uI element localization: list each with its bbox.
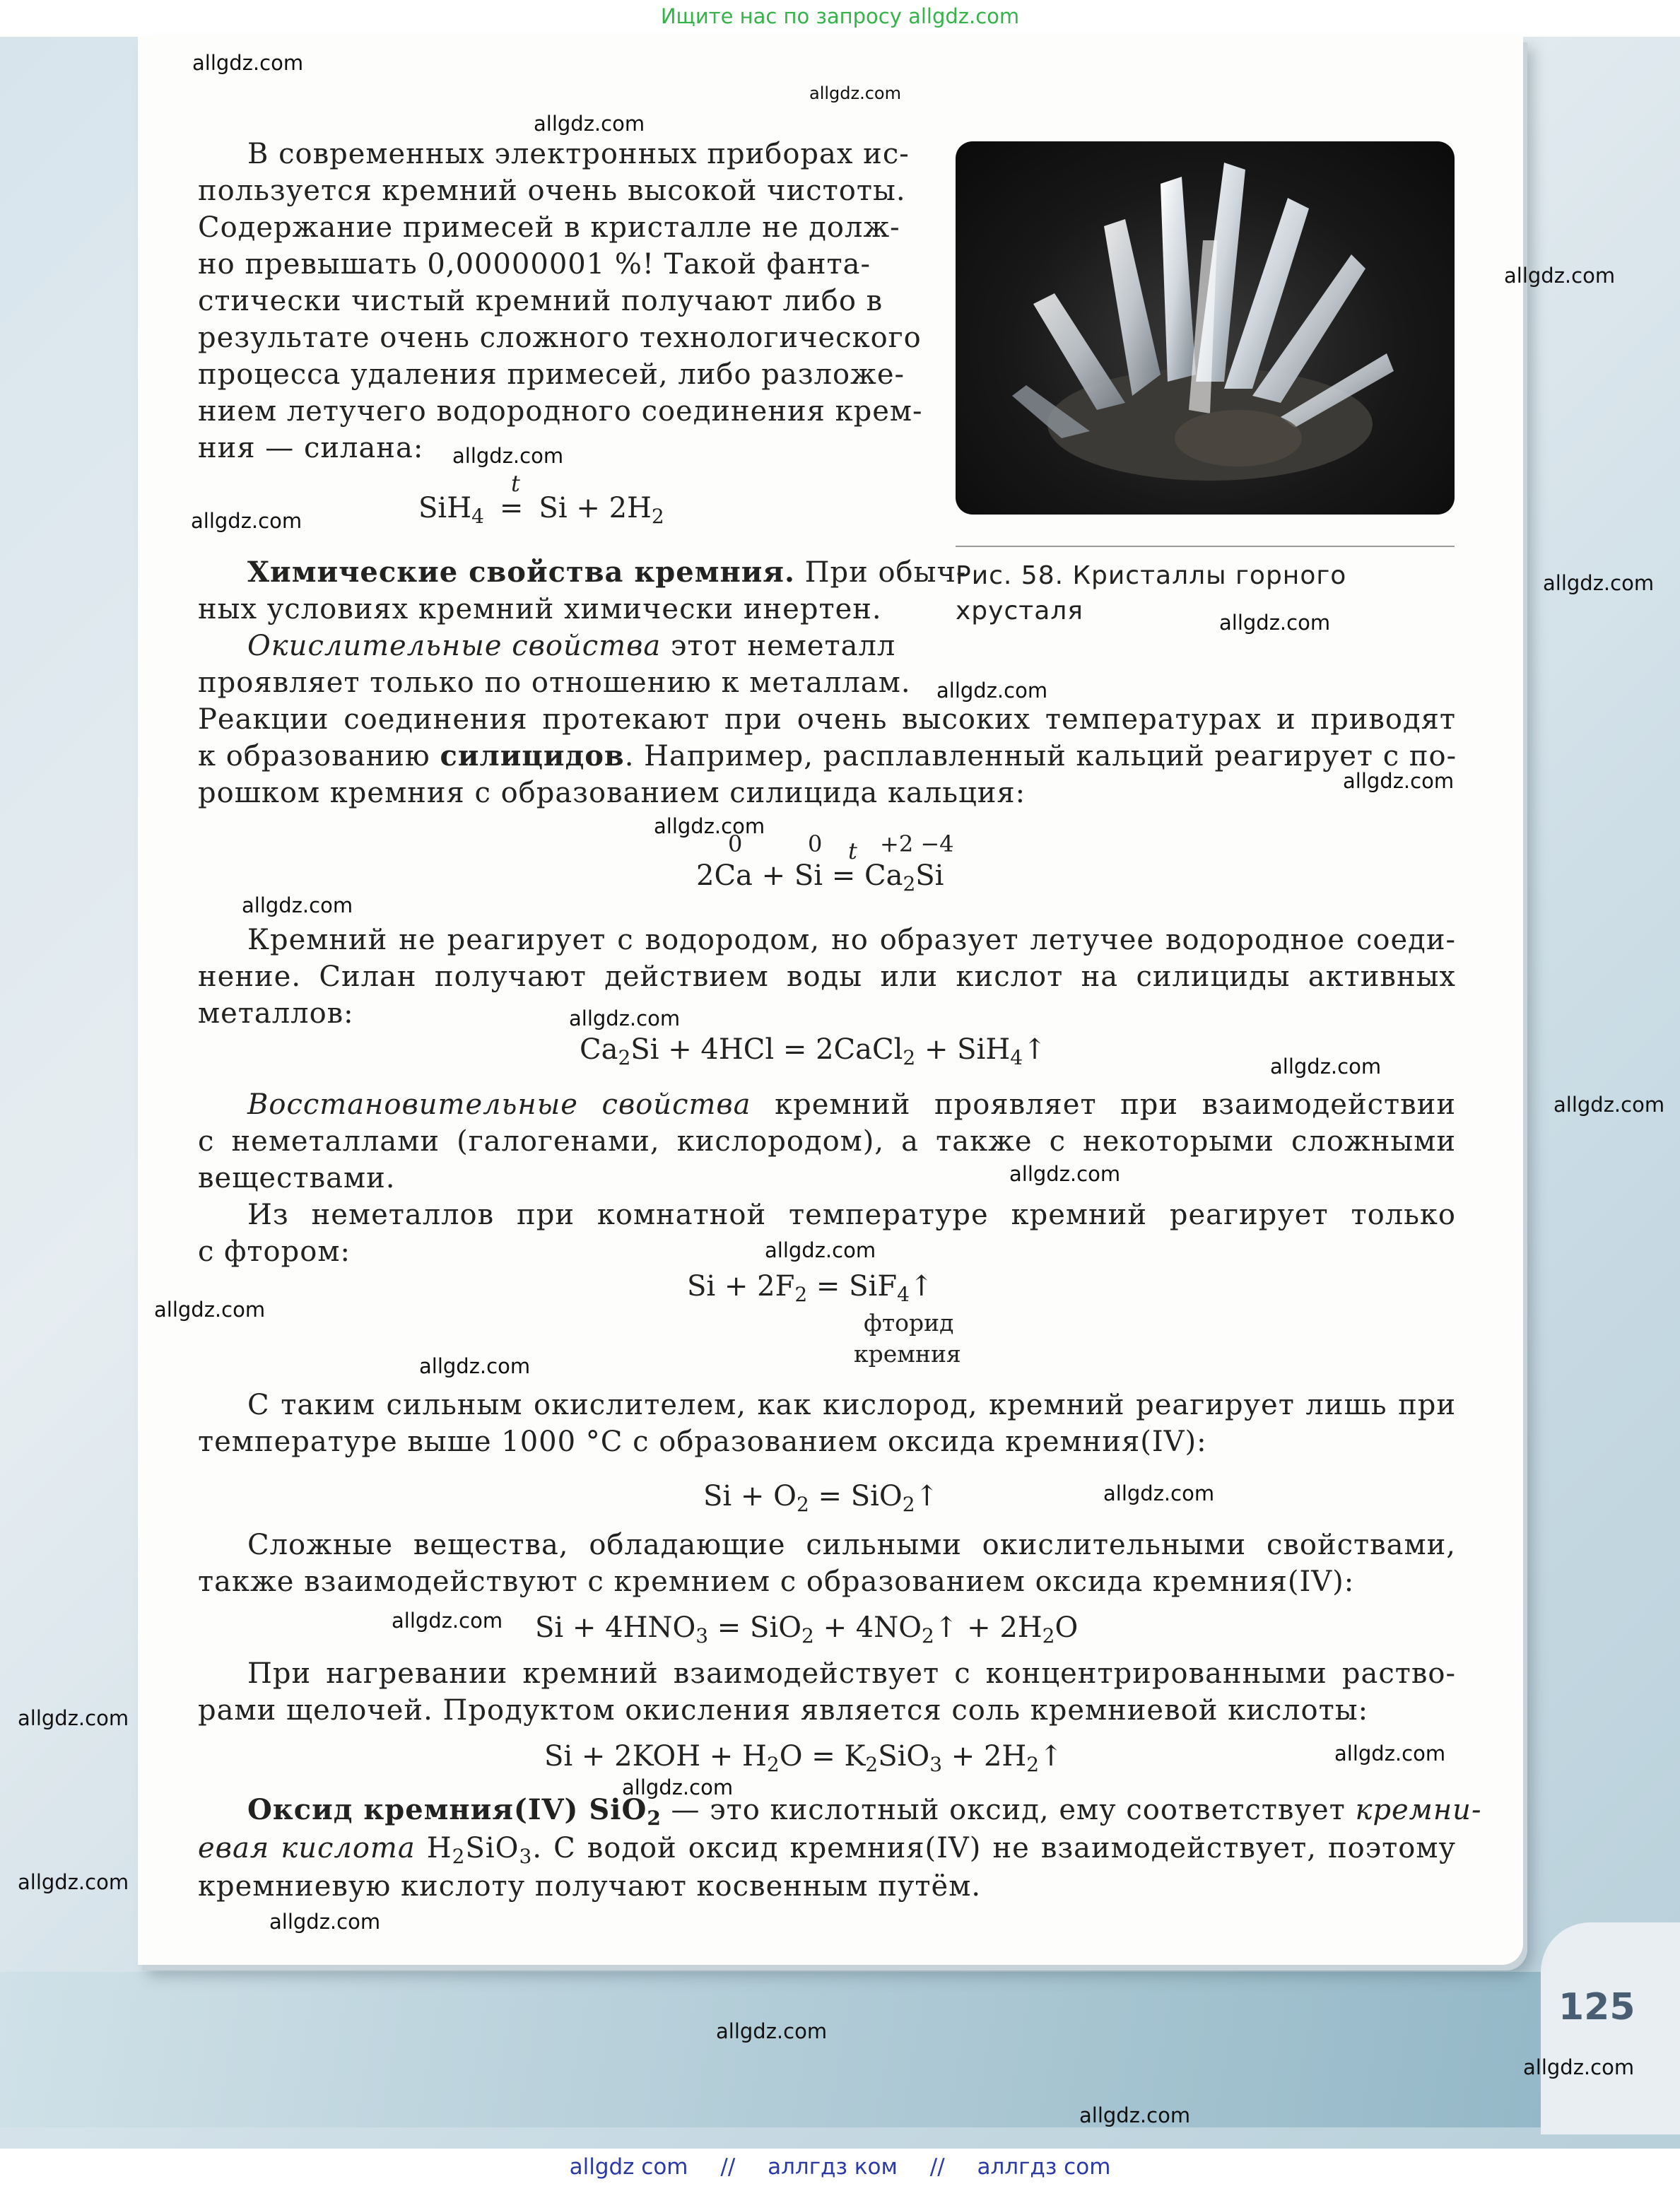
p9-line-1: При нагревании кремний взаимодействует с концентрированными раство- xyxy=(247,1657,1456,1690)
footer-link-1[interactable]: allgdz com xyxy=(569,2154,688,2180)
watermark[interactable]: allgdz.com xyxy=(1334,1741,1446,1766)
watermark[interactable]: allgdz.com xyxy=(1009,1162,1121,1186)
equation-calcium-silicide: $2Ca + Si = Ca_2Si$ xyxy=(696,859,944,895)
eq2-ox-product: +2 −4 xyxy=(880,830,954,857)
p7-line-1: С таким сильным окислителем, как кислород, кремний реагирует лишь при xyxy=(247,1389,1456,1421)
p3-line-4: к образованию силицидов. Например, расплавленный кальций реагирует с по- xyxy=(198,739,1457,773)
p10-line-2: евая кислота $H_2SiO_3$. С водой оксид кремния(IV) не взаимодействует, поэтому xyxy=(198,1832,1456,1868)
eq2-ox-ca: 0 xyxy=(728,830,743,857)
eq4-product-label-1: фторид xyxy=(864,1309,954,1337)
watermark[interactable]: allgdz.com xyxy=(242,893,353,917)
p6-line-2: с фтором: xyxy=(198,1235,351,1268)
watermark[interactable]: allgdz.com xyxy=(419,1354,531,1378)
p6-line-1: Из неметаллов при комнатной температуре кремний реагирует только xyxy=(247,1199,1456,1231)
footer-separator: // xyxy=(720,2154,736,2180)
equation-silicon-alkali: $Si + 2KOH + H_2O = K_2SiO_3$ + $2H_2↑$ xyxy=(544,1740,1063,1776)
background-tab xyxy=(1541,1922,1680,2134)
eq4-product-label-2: кремния xyxy=(854,1340,961,1368)
p1-line-9: ния — силана: xyxy=(198,432,424,464)
watermark[interactable]: allgdz.com xyxy=(716,2019,828,2043)
search-hint-link[interactable]: Ищите нас по запросу allgdz.com xyxy=(660,4,1020,28)
watermark[interactable]: allgdz.com xyxy=(1504,264,1616,288)
p4-line-3: металлов: xyxy=(198,997,354,1030)
watermark[interactable]: allgdz.com xyxy=(269,1910,381,1934)
watermark[interactable]: allgdz.com xyxy=(452,444,564,468)
watermark[interactable]: allgdz.com xyxy=(1523,2055,1635,2079)
caption-divider xyxy=(956,546,1455,547)
background-shape xyxy=(0,1972,1680,2127)
p8-line-2: также взаимодействуют с кремнием с образованием оксида кремния(IV): xyxy=(198,1566,1355,1598)
footer-link-2[interactable]: аллгдз ком xyxy=(768,2154,898,2180)
watermark[interactable]: allgdz.com xyxy=(809,83,901,103)
p3-line-3: Реакции соединения протекают при очень высоких температурах и приводят xyxy=(198,703,1456,736)
p3-line-5: рошком кремния с образованием силицида кальция: xyxy=(198,777,1026,809)
watermark[interactable]: allgdz.com xyxy=(1270,1055,1382,1079)
watermark[interactable]: allgdz.com xyxy=(654,814,765,838)
watermark[interactable]: allgdz.com xyxy=(1219,611,1331,635)
watermark[interactable]: allgdz.com xyxy=(192,51,304,75)
footer-links xyxy=(0,2154,1680,2180)
equation-silicon-nitric-acid: $Si + 4HNO_3 = SiO_2$ + $4NO_2↑ + 2H_2O$ xyxy=(535,1611,1079,1647)
p5-line-2: с неметаллами (галогенами, кислородом), а также с некоторыми сложными xyxy=(198,1125,1456,1158)
eq1-condition: t xyxy=(511,470,520,497)
watermark[interactable]: allgdz.com xyxy=(622,1775,734,1799)
caption-line-1: Рис. 58. Кристаллы горного xyxy=(956,561,1347,590)
eq2-condition: t xyxy=(848,838,857,864)
p3-line-1: Окислительные свойства этот неметалл xyxy=(247,630,896,662)
p3-line-2: проявляет только по отношению к металлам. xyxy=(198,666,911,699)
watermark[interactable]: allgdz.com xyxy=(392,1609,503,1633)
p1-line-4: но превышать 0,00000001 %! Такой фанта- xyxy=(198,248,871,281)
caption-line-2: хрусталя xyxy=(956,597,1083,625)
p5-line-1: Восстановительные свойства кремний проявляет при взаимодействии xyxy=(247,1088,1456,1121)
crystal-photo xyxy=(956,141,1455,515)
watermark[interactable]: allgdz.com xyxy=(765,1238,876,1262)
equation-silane-from-silicide: $Ca_2Si + 4HCl$ = 2CaCl$_2$ + SiH$_4$↑ xyxy=(580,1033,1047,1069)
watermark[interactable]: allgdz.com xyxy=(18,1706,129,1730)
watermark[interactable]: allgdz.com xyxy=(1343,769,1455,793)
p2-line-2: ных условиях кремний химически инертен. xyxy=(198,593,882,625)
p2-line-1: Химические свойства кремния. При обыч- xyxy=(247,556,967,589)
watermark[interactable]: allgdz.com xyxy=(936,679,1048,703)
watermark[interactable]: allgdz.com xyxy=(1553,1093,1665,1117)
p10-line-1: Оксид кремния(IV) SiO$_2$ — это кислотный оксид, ему соответствует кремни- xyxy=(247,1793,1482,1830)
p8-line-1: Сложные вещества, обладающие сильными окислительными свойствами, xyxy=(247,1529,1456,1561)
p4-line-1: Кремний не реагирует с водородом, но образует летучее водородное соеди- xyxy=(247,924,1456,956)
p1-line-3: Содержание примесей в кристалле не долж- xyxy=(198,211,900,244)
footer-separator: // xyxy=(929,2154,945,2180)
p1-line-5: стически чистый кремний получают либо в xyxy=(198,285,883,317)
watermark[interactable]: allgdz.com xyxy=(569,1006,681,1030)
equation-silicon-oxygen: $Si + O_2$ = SiO$_2$↑ xyxy=(703,1480,939,1516)
p10-line-3: кремниевую кислоту получают косвенным путём. xyxy=(198,1870,982,1903)
quartz-crystal-illustration xyxy=(956,141,1455,515)
watermark[interactable]: allgdz.com xyxy=(18,1870,129,1894)
p7-line-2: температуре выше 1000 °C с образованием оксида кремния(IV): xyxy=(198,1426,1207,1458)
equation-silicon-fluorine: $Si + 2F_2$ = SiF$_4$↑ xyxy=(687,1270,934,1306)
watermark[interactable]: allgdz.com xyxy=(154,1298,266,1322)
equation-silane-decomposition: $SiH_4 = Si + 2H_2$ xyxy=(418,492,664,528)
watermark[interactable]: allgdz.com xyxy=(1543,571,1655,595)
watermark[interactable]: allgdz.com xyxy=(1079,2103,1191,2127)
watermark[interactable]: allgdz.com xyxy=(534,112,645,136)
p1-line-1: В современных электронных приборах ис- xyxy=(247,138,910,170)
eq2-ox-si: 0 xyxy=(808,830,823,857)
p4-line-2: нение. Силан получают действием воды или кислот на силициды активных xyxy=(198,961,1456,993)
page-number: 125 xyxy=(1558,1986,1635,2028)
p9-line-2: рами щелочей. Продуктом окисления является соль кремниевой кислоты: xyxy=(198,1694,1369,1727)
p1-line-6: результате очень сложного технологического xyxy=(198,322,922,354)
watermark[interactable]: allgdz.com xyxy=(1103,1481,1215,1505)
watermark[interactable]: allgdz.com xyxy=(191,509,302,533)
footer-link-3[interactable]: аллгдз com xyxy=(977,2154,1111,2180)
p1-line-2: пользуется кремний очень высокой чистоты. xyxy=(198,175,906,207)
p5-line-3: веществами. xyxy=(198,1162,396,1194)
p1-line-8: нием летучего водородного соединения крем- xyxy=(198,395,923,428)
p1-line-7: процесса удаления примесей, либо разложе- xyxy=(198,358,905,391)
